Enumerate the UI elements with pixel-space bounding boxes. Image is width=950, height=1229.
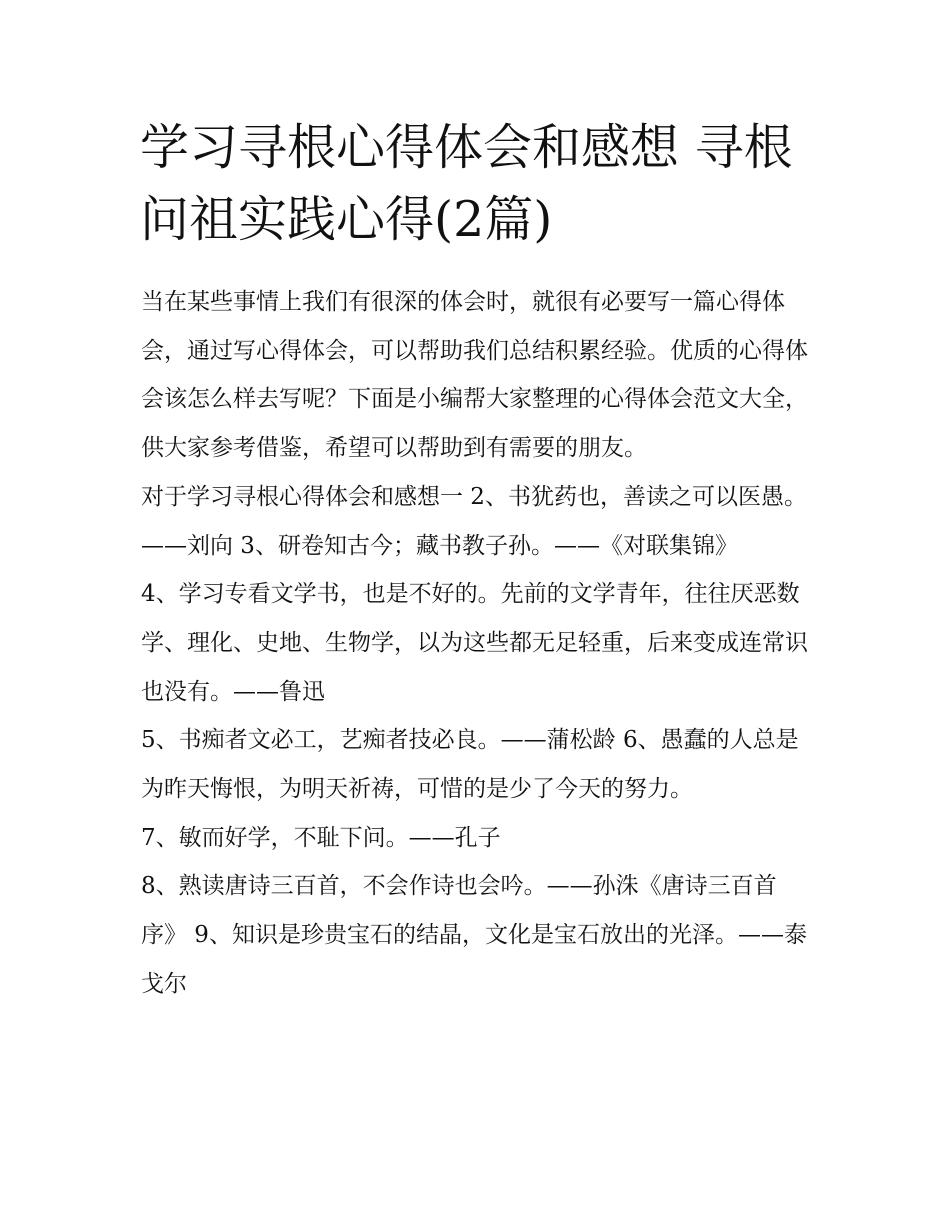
document-body (141, 278, 821, 1009)
document-title: 学习寻根心得体会和感想 寻根问祖实践心得(2篇) (140, 119, 793, 248)
paragraph-quotes-8-9: 8、熟读唐诗三百首，不会作诗也会吟。——孙洙《唐诗三百首序》 9、知识是珍贵宝石的结晶，文化是宝石放出的光泽。——泰戈尔 (141, 873, 807, 997)
paragraph-quotes-5-6: 5、书痴者文必工，艺痴者技必良。——蒲松龄 6、愚蠢的人总是为昨天悔恨，为明天祈祷，可惜的是少了今天的努力。 (141, 727, 799, 803)
paragraph-intro: 当在某些事情上我们有很深的体会时，就很有必要写一篇心得体会，通过写心得体会，可以帮助我们总结积累经验。优质的心得体会该怎么样去写呢？下面是小编帮大家整理的心得体会范文大全，供大家参考借鉴，希望可以帮助到有需要的朋友。 (141, 289, 808, 462)
paragraph-quotes-1: 对于学习寻根心得体会和感想一 2、书犹药也，善读之可以医愚。——刘向 3、研卷知古今；藏书教子孙。——《对联集锦》 (141, 483, 807, 559)
paragraph-quote-4: 4、学习专看文学书，也是不好的。先前的文学青年，往往厌恶数学、理化、史地、生物学，以为这些都无足轻重，后来变成连常识也没有。——鲁迅 (141, 581, 808, 705)
paragraph-quote-7: 7、敏而好学，不耻下问。——孔子 (141, 824, 501, 851)
